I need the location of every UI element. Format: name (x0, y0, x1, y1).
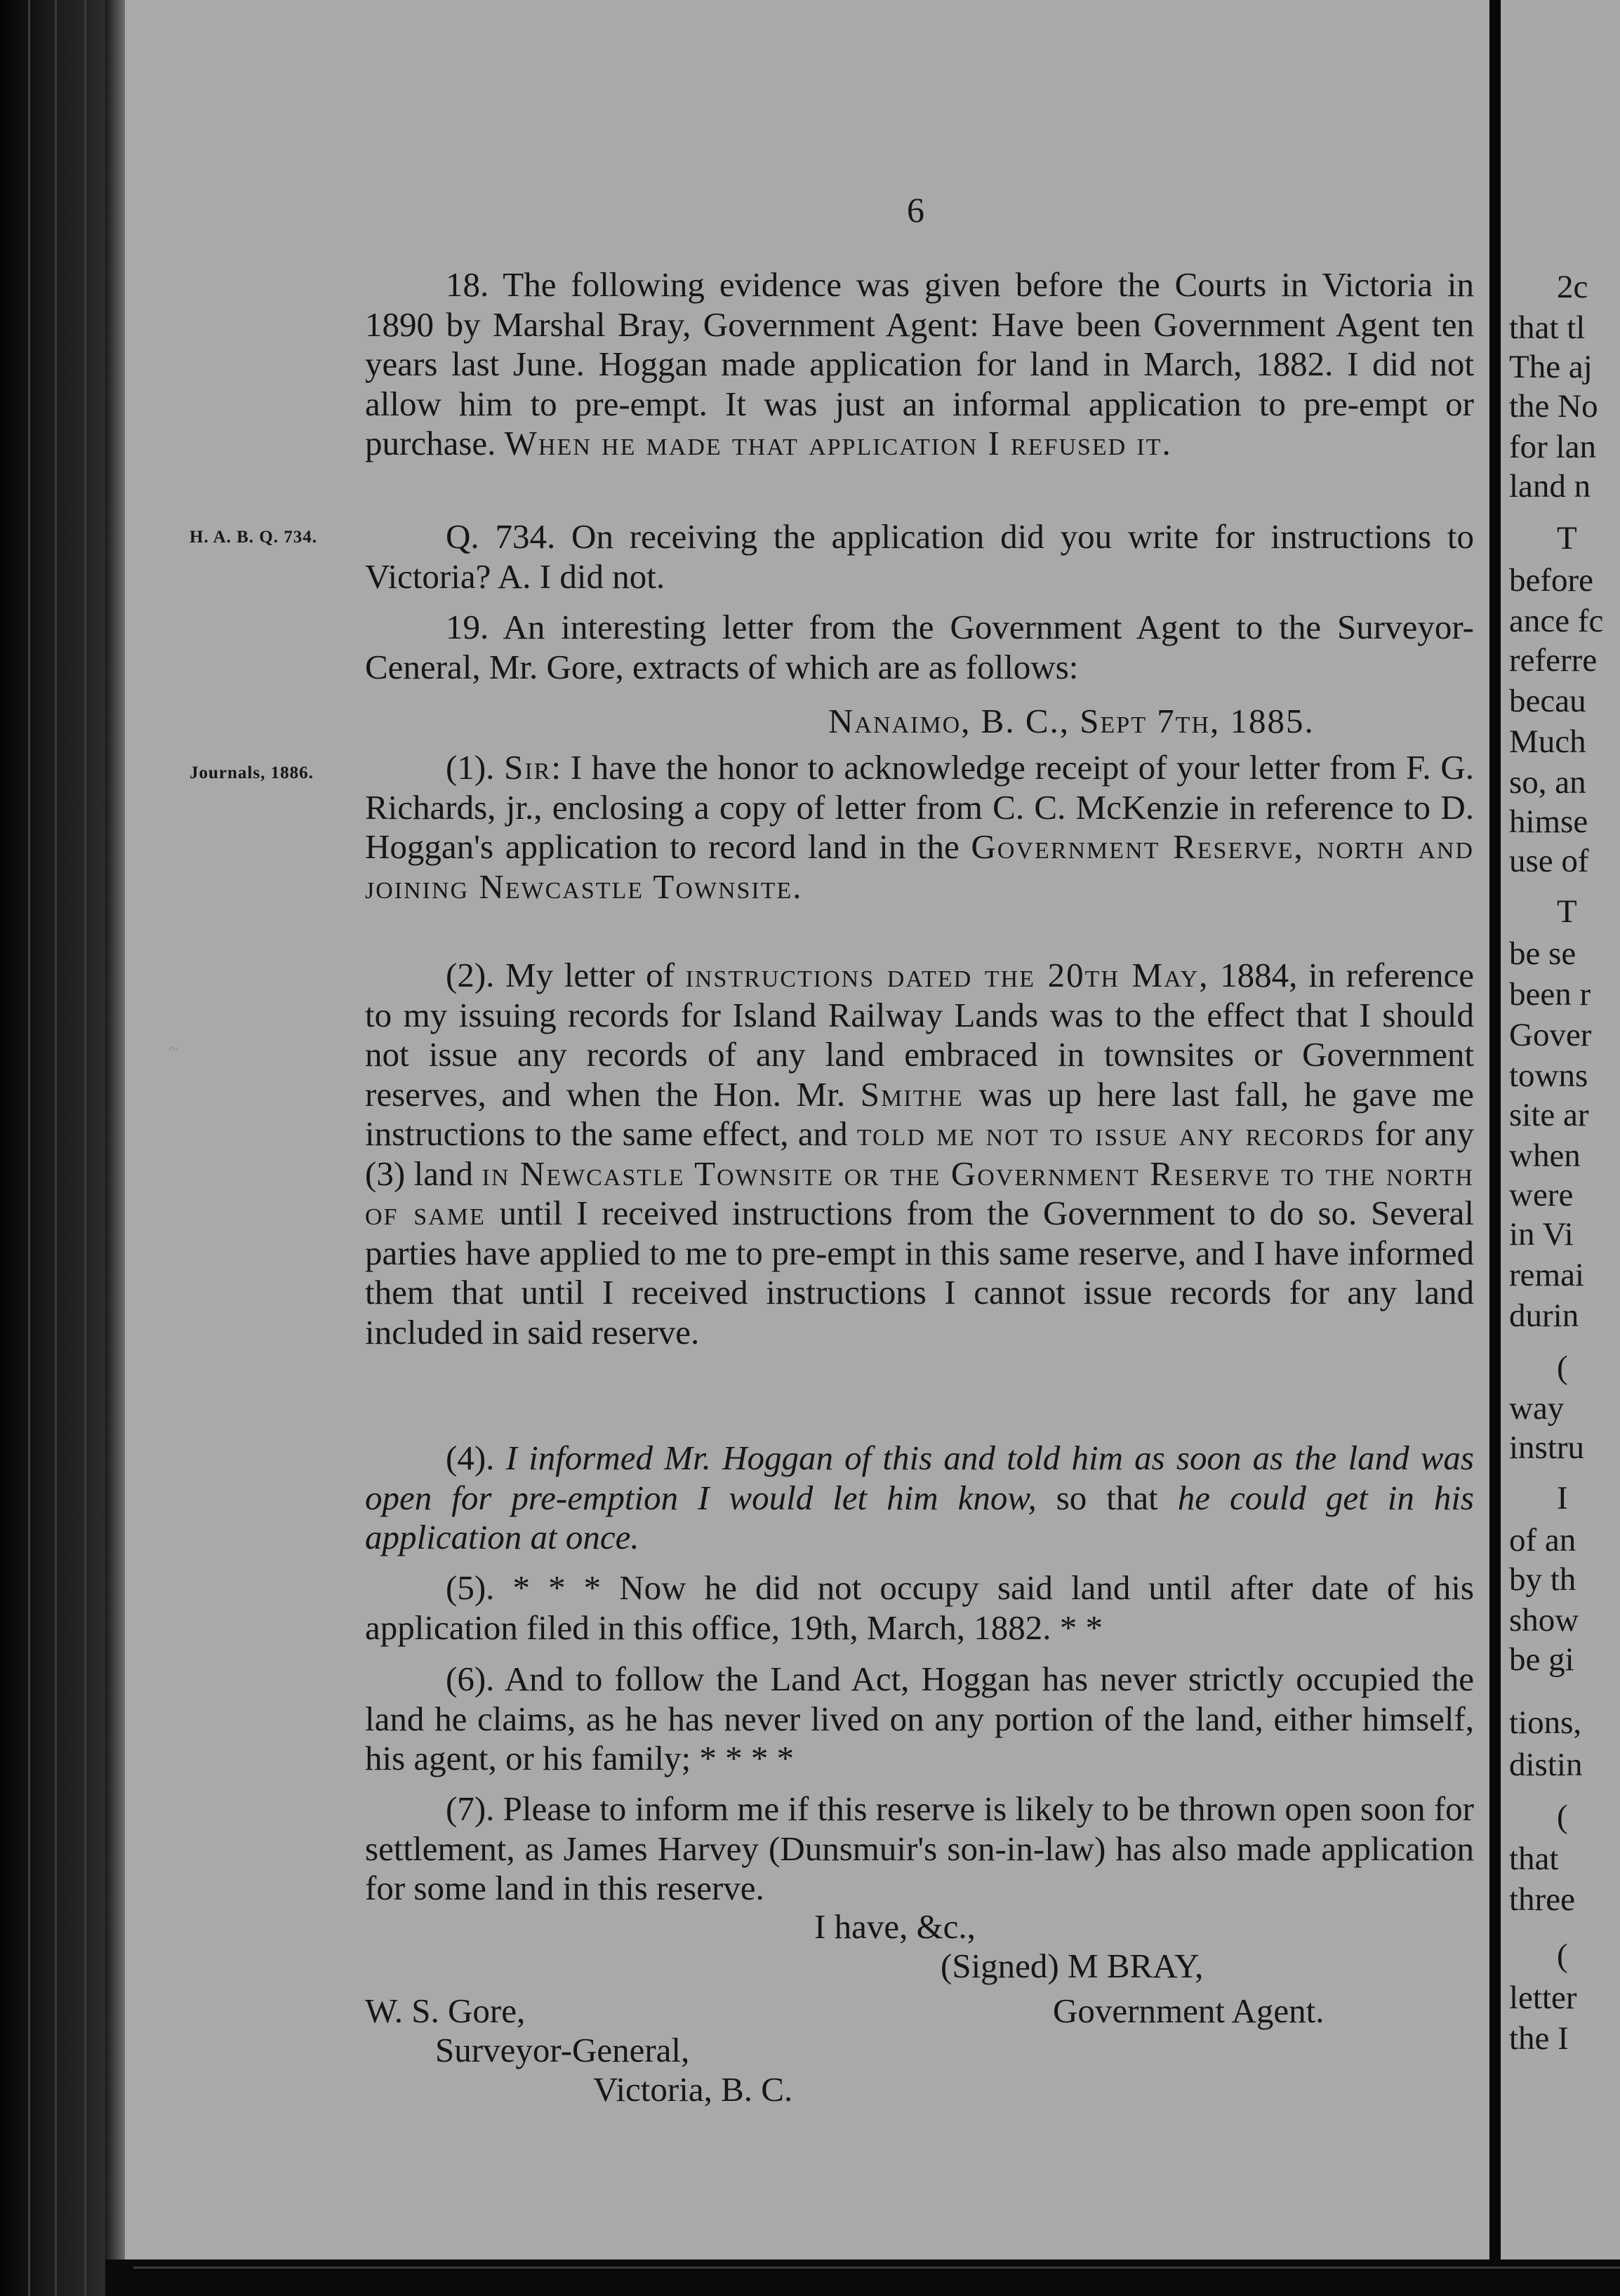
facing-page-line: by th (1509, 1561, 1576, 1598)
facing-page-line: instru (1509, 1429, 1585, 1466)
facing-page-line: use of (1509, 843, 1589, 879)
facing-page-line: remai (1509, 1257, 1584, 1293)
facing-page-line: becau (1509, 683, 1586, 719)
letter-item-6 (365, 1660, 1474, 1779)
facing-page-line: letter (1509, 1980, 1577, 2016)
margin-note-habq: H. A. B. Q. 734. (190, 528, 317, 547)
facing-page-line: referre (1509, 642, 1598, 679)
letter-item-2-text-d: for any (3) land (365, 1114, 1474, 1193)
facing-page-line: Gover (1509, 1017, 1592, 1053)
facing-page-line: durin (1509, 1297, 1579, 1334)
letter-item-4-italic-a: I informed Mr. Hoggan of this and told him as soon as the land was open for pre-emption I would let him know, (365, 1439, 1474, 1517)
facing-page-line: be se (1509, 935, 1576, 972)
addressee-title: Surveyor-General, (435, 2031, 690, 2069)
facing-page-line: in Vi (1509, 1216, 1574, 1253)
letter-item-2-text-e: until I received instructions from the Government to do so. Several parties have applied to me to pre-empt in this same reserve, and I have informed them that until I received instructions I cannot issue records for any land included in said reserve. (365, 1194, 1474, 1351)
page-number: 6 (907, 190, 924, 229)
facing-page-line: been r (1509, 976, 1591, 1013)
letter-item-2-caps-a: instructions dated the 20th May, (685, 956, 1209, 994)
facing-page-line: distin (1509, 1747, 1583, 1783)
question-734-text: Q. 734. On receiving the application did you write for instructions to Victoria? A. I did not. (365, 517, 1474, 596)
facing-page-line: the I (1509, 2020, 1569, 2057)
letter-item-5 (365, 1568, 1474, 1648)
faint-pencil-mark: ~ (168, 1039, 180, 1060)
facing-page-line: so, an (1509, 764, 1586, 801)
facing-page-line: Much (1509, 723, 1586, 760)
facing-page-line: were (1509, 1177, 1574, 1213)
paragraph-19-text: 19. An interesting letter from the Government Agent to the Surveyor-Ceneral, Mr. Gore, extracts of which are as follows: (365, 608, 1474, 686)
name-smithe: Smithe (860, 1074, 964, 1114)
letter-item-1 (365, 748, 1474, 907)
letter-item-2-text-a: (2). My letter of (446, 956, 686, 994)
letter-item-1-number: (1). (446, 748, 505, 787)
letter-item-4-text: so that (1036, 1478, 1178, 1517)
closing-title: Government Agent. (1053, 1991, 1324, 2030)
page-shadow (105, 0, 125, 2260)
margin-note-journals: Journals, 1886. (190, 763, 314, 782)
paragraph-18-text: 18. The following evidence was given before the Courts in Victoria in 1890 by Marshal Bray, Government Agent: Have been Government Agent ten years last June. Hoggan made application for land in March, 1882. I did not allow him to pre-empt. It was just an informal application to pre-empt or purchase. (365, 265, 1474, 462)
letter-item-1-text: : I have the honor to acknowledge receipt of your letter from F. G. Richards, jr., enclosing a copy of letter from C. C. McKenzie in reference to D. Hoggan's application to record land in the (365, 748, 1474, 866)
facing-page-line: when (1509, 1137, 1581, 1174)
facing-page-line: towns (1509, 1057, 1588, 1094)
letter-item-4 (365, 1439, 1474, 1558)
facing-page-line: that (1509, 1841, 1559, 1877)
facing-page-line: site ar (1509, 1097, 1589, 1133)
addressee-location: Victoria, B. C. (593, 2070, 793, 2109)
facing-page-line: The aj (1509, 349, 1593, 385)
letter-item-2-caps-c: in Newcastle Townsite or the Government Reserve to the north of same (365, 1154, 1474, 1232)
letter-item-6-text: (6). And to follow the Land Act, Hoggan has never strictly occupied the land he claims, as he has never lived on any portion of the land, either himself, his agent, or his family; * * * * (365, 1660, 1474, 1777)
facing-page-line: himse (1509, 803, 1588, 840)
facing-page (1501, 0, 1620, 2260)
facing-page-line: T (1557, 520, 1577, 556)
facing-page-line: show (1509, 1602, 1579, 1638)
letter-item-2 (365, 956, 1474, 1352)
facing-page-line: land n (1509, 468, 1591, 505)
facing-page-line: ( (1557, 1349, 1568, 1386)
letter-dateline: Nanaimo, B. C., Sept 7th, 1885. (828, 702, 1315, 740)
facing-page-line: ( (1557, 1937, 1568, 1974)
addressee-name: W. S. Gore, (365, 1991, 526, 2030)
book-gutter (1489, 0, 1501, 2296)
paragraph-18 (365, 265, 1474, 464)
facing-page-line: ance fc (1509, 603, 1604, 639)
letter-item-4-number: (4). (446, 1439, 506, 1477)
facing-page-line: be gi (1509, 1641, 1574, 1678)
closing-signature: (Signed) M BRAY, (941, 1947, 1204, 1985)
facing-page-line: I (1557, 1480, 1568, 1516)
scan-left-border (0, 0, 105, 2296)
facing-page-line: for lan (1509, 429, 1596, 465)
facing-page-line: before (1509, 562, 1594, 599)
letter-item-5-text: (5). * * * Now he did not occupy said land until after date of his application filed in this office, 19th, March, 1882. * * (365, 1568, 1474, 1647)
paragraph-19 (365, 608, 1474, 687)
facing-page-line: tions, (1509, 1704, 1582, 1741)
facing-page-line: of an (1509, 1522, 1576, 1559)
facing-page-line: the No (1509, 388, 1598, 425)
letter-item-7 (365, 1789, 1474, 1909)
facing-page-line: way (1509, 1390, 1565, 1427)
salutation: Sir (504, 748, 552, 787)
scan-bottom-border (105, 2260, 1620, 2296)
facing-page-line: 2c (1557, 269, 1588, 305)
letter-item-2-text-b: 1884, in reference to my issuing records for Island Railway Lands was to the effect that I should not issue any records of any land embraced in townsites or Government reserves, and when the Hon. Mr. (365, 956, 1474, 1114)
facing-page-line: T (1557, 893, 1577, 930)
letter-item-1-caps: Government Reserve, north and joining Newcastle Townsite. (365, 827, 1474, 906)
paragraph-18-caps: When he made that application I refused it. (504, 424, 1172, 462)
letter-item-7-text: (7). Please to inform me if this reserve is likely to be thrown open soon for settlement, as James Harvey (Dunsmuir's son-in-law) has also made application for some land in this reserve. (365, 1789, 1474, 1907)
closing-i-have: I have, &c., (814, 1907, 976, 1946)
facing-page-line: three (1509, 1881, 1575, 1918)
question-734 (365, 517, 1474, 596)
facing-page-line: ( (1557, 1798, 1568, 1835)
letter-item-4-italic-b: he could get in his application at once. (365, 1478, 1474, 1556)
facing-page-line: that tl (1509, 309, 1586, 346)
letter-item-2-caps-b: told me not to issue any records (856, 1114, 1366, 1153)
letter-item-2-text-c: was up here last fall, he gave me instructions to the same effect, and (365, 1074, 1474, 1153)
